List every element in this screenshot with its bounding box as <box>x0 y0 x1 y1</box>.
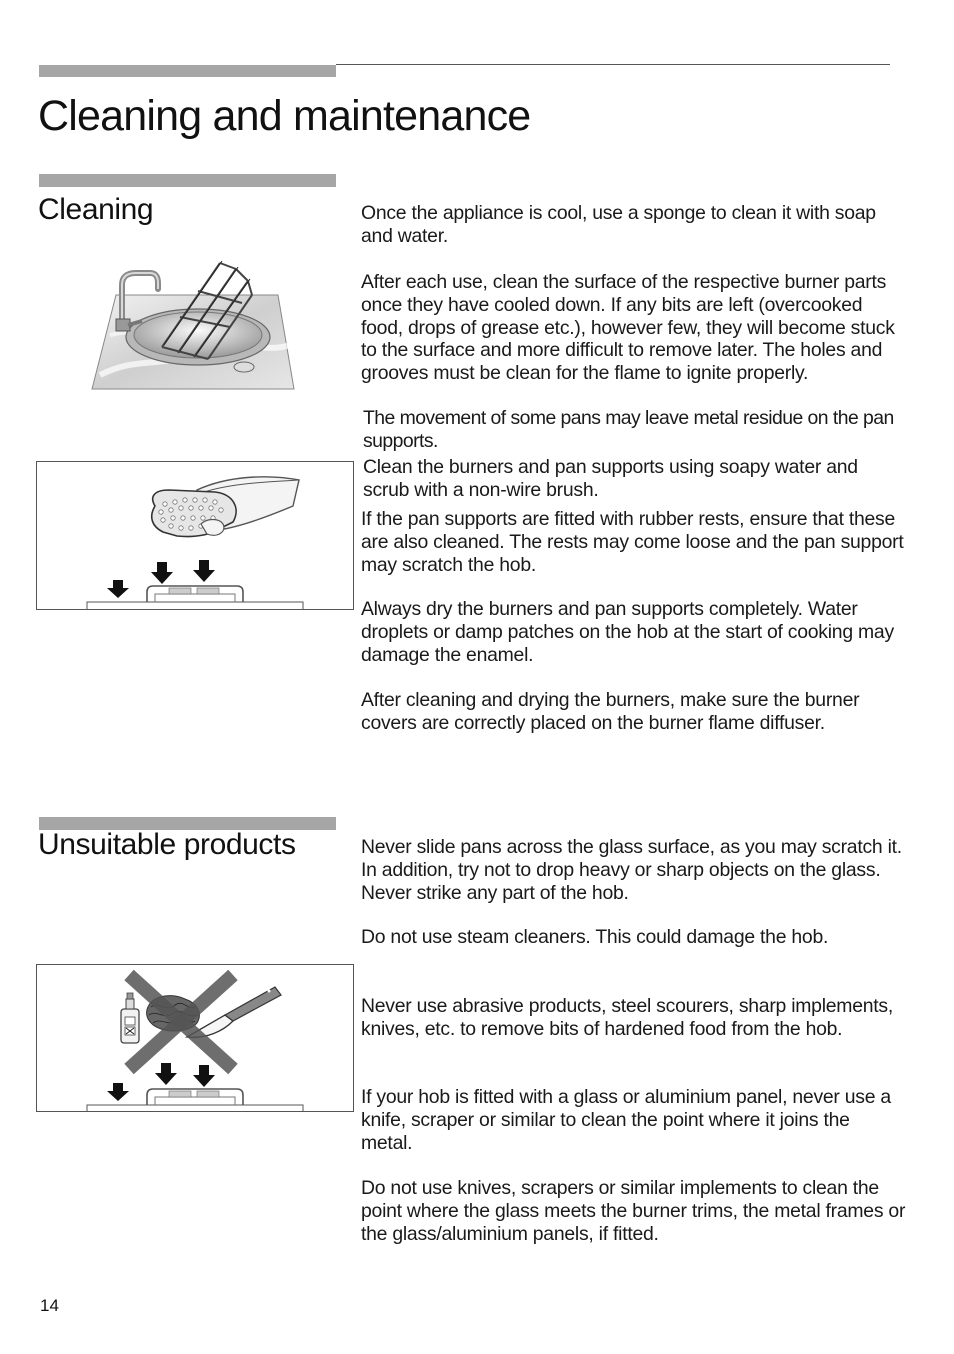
page-number: 14 <box>40 1296 59 1315</box>
page-title: Cleaning and maintenance <box>38 92 531 140</box>
cleaning-paragraph: Always dry the burners and pan supports completely. Water droplets or damp patches on the hob at the start of cooking may damage the enamel. <box>361 598 894 666</box>
unsuitable-paragraph: Do not use knives, scrapers or similar implements to clean the point where the glass meets the burner trims, the metal frames or the glass/aluminium panels, if fitted. <box>361 1177 906 1245</box>
sink-with-pan-support-icon <box>90 255 296 393</box>
cleaning-paragraph: If the pan supports are fitted with rubber rests, ensure that these are also cleaned. The rests may come loose and the pan support may scratch the hob. <box>361 508 904 576</box>
cleaning-paragraph: After cleaning and drying the burners, make sure the burner covers are correctly placed on the burner flame diffuser. <box>361 689 860 734</box>
cleaning-paragraph: Once the appliance is cool, use a sponge to clean it with soap and water. <box>361 202 876 247</box>
sponge-cleaning-illustration <box>36 461 354 610</box>
cleaning-paragraph: Clean the burners and pan supports using soapy water and scrub with a non-wire brush. <box>363 456 858 501</box>
cleaning-heading: Cleaning <box>38 193 154 226</box>
cleaning-paragraph: After each use, clean the surface of the respective burner parts once they have cooled down. If any bits are left (overcooked food, drops of grease etc.), however few, they will become stuck to the surface and more difficult to remove later. The holes and grooves must be clean for the flame to ignite properly. <box>361 271 895 385</box>
sink-illustration <box>90 255 296 393</box>
unsuitable-paragraph: Do not use steam cleaners. This could damage the hob. <box>361 926 829 948</box>
unsuitable-paragraph: If your hob is fitted with a glass or aluminium panel, never use a knife, scraper or similar to clean the point where it joins the metal. <box>361 1086 891 1154</box>
unsuitable-paragraph: Never use abrasive products, steel scourers, sharp implements, knives, etc. to remove bits of hardened food from the hob. <box>361 995 893 1040</box>
cleaning-section-bar <box>39 174 336 187</box>
unsuitable-heading: Unsuitable products <box>38 828 296 861</box>
hand-with-sponge-icon <box>37 462 353 609</box>
unsuitable-paragraph: Never slide pans across the glass surface, as you may scratch it. In addition, try not to drop heavy or sharp objects on the glass. Never strike any part of the hob. <box>361 836 902 904</box>
header-rule <box>336 64 890 65</box>
header-bar <box>39 65 336 77</box>
crossed-out-cleaning-tools-icon <box>37 965 353 1111</box>
cleaning-paragraph: The movement of some pans may leave metal residue on the pan supports. <box>363 407 894 452</box>
unsuitable-products-illustration <box>36 964 354 1112</box>
